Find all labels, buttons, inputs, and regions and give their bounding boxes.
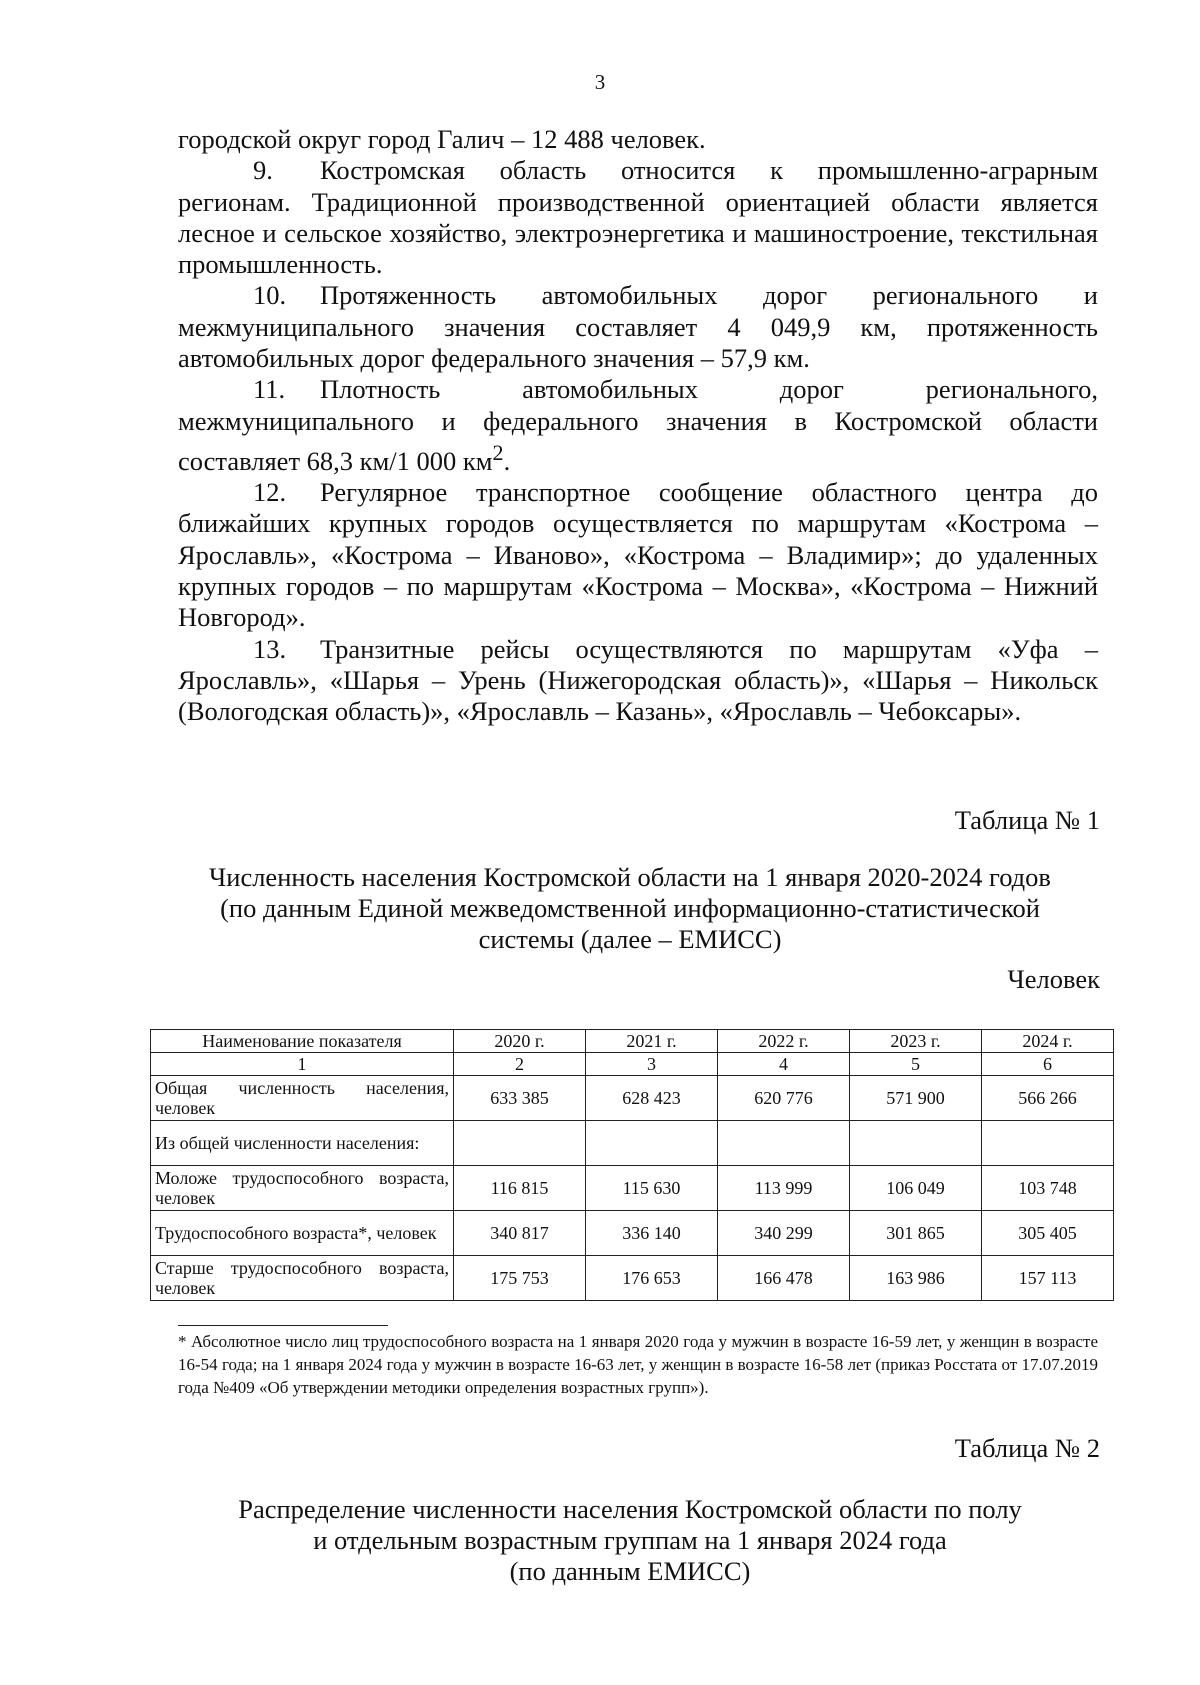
table1-title-line: (по данным Единой межведомственной информационно-статистической	[220, 893, 1040, 923]
table2-label: Таблица № 2	[954, 1433, 1100, 1463]
paragraph-number: 11.	[253, 374, 286, 405]
header-cell: 2020 г.	[454, 1030, 586, 1053]
paragraph-12	[178, 477, 1098, 633]
table-row	[151, 1076, 1114, 1121]
table-cell	[586, 1121, 718, 1166]
paragraph-end: .	[503, 445, 511, 476]
table1-title-line: Численность населения Костромской области на 1 января 2020-2024 годов	[209, 862, 1051, 892]
paragraph-text: Плотность автомобильных дорог регионального, межмуниципального и федерального значения в Костромской области составляет 68,3 км/1 000 км	[178, 374, 1098, 476]
table-cell: 175 753	[454, 1256, 586, 1301]
paragraph-10	[178, 280, 1098, 374]
table-cell: 176 653	[586, 1256, 718, 1301]
table-cell: 340 299	[718, 1211, 850, 1256]
row-label: Трудоспособного возраста*, человек	[151, 1211, 454, 1256]
table-cell	[982, 1121, 1114, 1166]
row-label: Общая численность населения, человек	[151, 1076, 454, 1121]
table-cell: 571 900	[850, 1076, 982, 1121]
paragraph-text: Протяженность автомобильных дорог регионального и межмуниципального значения составляет 4 049,9 км, протяженность автомобильных дорог федерального значения – 57,9 км.	[178, 280, 1098, 374]
row-label: Старше трудоспособного возраста, человек	[151, 1256, 454, 1301]
table-cell: 103 748	[982, 1166, 1114, 1211]
table2-title	[150, 1494, 1110, 1587]
page-number: 3	[594, 70, 606, 94]
table-cell: 566 266	[982, 1076, 1114, 1121]
header-cell: Наименование показателя	[151, 1030, 454, 1053]
table-header-row	[151, 1030, 1114, 1053]
row-label: Моложе трудоспособного возраста, человек	[151, 1166, 454, 1211]
paragraph-13	[178, 634, 1098, 728]
column-number-cell: 2	[454, 1053, 586, 1076]
superscript: 2	[492, 439, 504, 465]
paragraph-number: 12.	[253, 477, 287, 508]
row-label: Из общей численности населения:	[151, 1121, 454, 1166]
column-number-cell: 1	[151, 1053, 454, 1076]
table-cell: 301 865	[850, 1211, 982, 1256]
table-cell: 620 776	[718, 1076, 850, 1121]
table-row	[151, 1256, 1114, 1301]
table-row	[151, 1166, 1114, 1211]
column-number-cell: 6	[982, 1053, 1114, 1076]
population-table	[150, 1029, 1114, 1301]
table1-label: Таблица № 1	[954, 805, 1100, 835]
header-cell: 2024 г.	[982, 1030, 1114, 1053]
table-cell: 106 049	[850, 1166, 982, 1211]
table-cell: 157 113	[982, 1256, 1114, 1301]
header-cell: 2022 г.	[718, 1030, 850, 1053]
column-number-cell: 4	[718, 1053, 850, 1076]
header-cell: 2021 г.	[586, 1030, 718, 1053]
table-cell: 336 140	[586, 1211, 718, 1256]
header-cell: 2023 г.	[850, 1030, 982, 1053]
table-column-number-row	[151, 1053, 1114, 1076]
body-text	[178, 124, 1098, 727]
paragraph-8-tail: городской округ город Галич – 12 488 человек.	[178, 124, 706, 154]
table2-title-line: и отдельным возрастным группам на 1 января 2024 года	[313, 1525, 947, 1555]
paragraph-text: Регулярное транспортное сообщение областного центра до ближайших крупных городов осуществляется по маршрутам «Кострома – Ярославль», «Кострома – Иваново», «Кострома – Владимир»; до удаленных крупных городов – по маршрутам «Кострома – Москва», «Кострома – Нижний Новгород».	[178, 477, 1098, 633]
paragraph-number: 9.	[253, 155, 273, 186]
table2-title-line: (по данным ЕМИСС)	[509, 1556, 751, 1586]
paragraph-9	[178, 155, 1098, 280]
table-cell: 166 478	[718, 1256, 850, 1301]
table-cell: 628 423	[586, 1076, 718, 1121]
column-number-cell: 3	[586, 1053, 718, 1076]
table-cell: 633 385	[454, 1076, 586, 1121]
table-cell	[718, 1121, 850, 1166]
table-cell	[850, 1121, 982, 1166]
table-cell: 305 405	[982, 1211, 1114, 1256]
paragraph-text: Костромская область относится к промышленно-аграрным регионам. Традиционной производственной ориентацией области является лесное и сельское хозяйство, электроэнергетика и машиностроение, текстильная промышленность.	[178, 155, 1098, 280]
table-cell: 163 986	[850, 1256, 982, 1301]
table1-title-line: системы (далее – ЕМИСС)	[478, 924, 782, 954]
table-cell: 115 630	[586, 1166, 718, 1211]
table-row	[151, 1121, 1114, 1166]
paragraph-number: 13.	[253, 633, 287, 664]
table1-title	[150, 862, 1110, 955]
column-number-cell: 5	[850, 1053, 982, 1076]
table2-title-line: Распределение численности населения Костромской области по полу	[238, 1494, 1022, 1524]
paragraph-11	[178, 374, 1098, 477]
table-cell	[454, 1121, 586, 1166]
footnote: * Абсолютное число лиц трудоспособного возраста на 1 января 2020 года у мужчин в возрасте 16-59 лет, у женщин в возрасте 16-54 года; на 1 января 2024 года у мужчин в возрасте 16-63 лет, у женщин в возрасте 16-58 лет (приказ Росстата от 17.07.2019 года №409 «Об утверждении методики определения возрастных групп»).	[178, 1332, 1098, 1397]
footnote-divider	[178, 1325, 388, 1326]
table-cell: 113 999	[718, 1166, 850, 1211]
table1-unit: Человек	[1007, 964, 1100, 994]
table-cell: 116 815	[454, 1166, 586, 1211]
table-cell: 340 817	[454, 1211, 586, 1256]
table-row	[151, 1211, 1114, 1256]
paragraph-number: 10.	[253, 280, 287, 311]
paragraph-text: Транзитные рейсы осуществляются по маршрутам «Уфа – Ярославль», «Шарья – Урень (Нижегородская область)», «Шарья – Никольск (Вологодская область)», «Ярославль – Казань», «Ярославль – Чебоксары».	[178, 633, 1098, 727]
